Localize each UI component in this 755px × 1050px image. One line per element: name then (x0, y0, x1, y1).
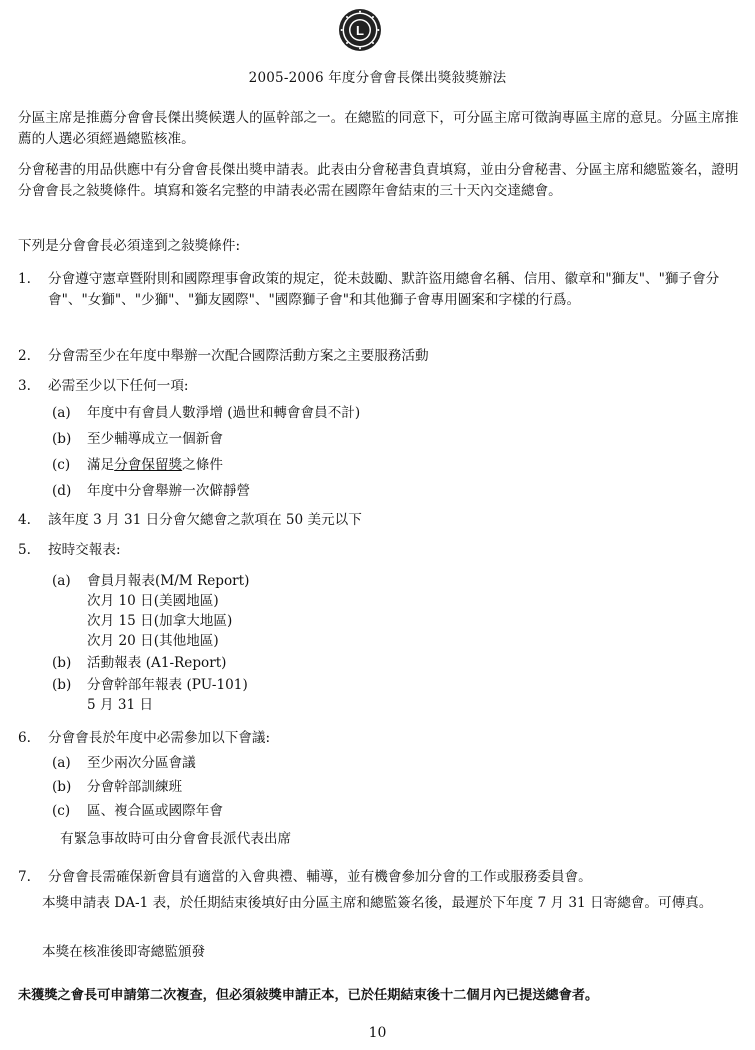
item-5a-line-2: 次月 15 日(加拿大地區) (87, 613, 233, 629)
item-3c-pre: 滿足 (87, 457, 115, 473)
form-note: 本獎申請表 DA-1 表，於任期結束後填好由分區主席和總監簽名後，最遲於下年度 7 月 31 日寄總會。可傳真。 (42, 895, 713, 911)
item-4-number: 4. (18, 512, 31, 528)
item-5c-line: 5 月 31 日 (87, 697, 154, 713)
item-1-text: 分會遵守憲章暨附則和國際理事會政策的規定，從未鼓勵、默許盜用總會名稱、信用、徽章和"獅友"、"獅子會分會"、"女獅"、"少獅"、"獅友國際"、"國際獅子會"和其他獅子會專用圖案和字樣的行爲。 (48, 271, 720, 308)
item-5c-text: 分會幹部年報表 (PU-101) (87, 677, 248, 693)
item-5a-line-3: 次月 20 日(其他地區) (87, 633, 219, 649)
item-2-text: 分會需至少在年度中舉辦一次配合國際活動方案之主要服務活動 (48, 348, 429, 364)
item-5b-label: (b) (52, 655, 72, 671)
item-7-text: 分會會長需確保新會員有適當的入會典禮、輔導，並有機會參加分會的工作或服務委員會。 (48, 869, 592, 885)
page-number: 10 (368, 1025, 387, 1041)
conditions-heading: 下列是分會會長必須達到之敍獎條件: (18, 238, 241, 254)
item-1-number: 1. (18, 271, 31, 287)
item-3b-text: 至少輔導成立一個新會 (87, 431, 223, 447)
item-4-text: 該年度 3 月 31 日分會欠總會之款項在 50 美元以下 (48, 512, 362, 528)
item-5-text: 按時交報表: (48, 542, 121, 558)
intro-paragraph-2: 分會秘書的用品供應中有分會會長傑出獎申請表。此表由分會秘書負責填寫，並由分會秘書、分區主席和總監簽名，證明分會會長之敍獎條件。填寫和簽名完整的申請表必需在國際年會結束的三十天內交達總會。 (18, 162, 739, 199)
item-3d-text: 年度中分會舉辦一次僻靜營 (87, 483, 251, 499)
club-retention-award-link[interactable]: 分會保留獎 (114, 457, 183, 473)
item-6-text: 分會會長於年度中必需參加以下會議: (48, 730, 271, 746)
document-title: 2005-2006 年度分會會長傑出獎敍獎辦法 (248, 70, 507, 86)
item-5a-text: 會員月報表(M/M Report) (87, 573, 250, 589)
item-3b-label: (b) (52, 431, 72, 447)
item-5b-text: 活動報表 (A1-Report) (87, 655, 227, 671)
item-5c-label: (b) (52, 677, 72, 693)
item-6-note: 有緊急事故時可由分會會長派代表出席 (60, 831, 292, 847)
intro-paragraph-1: 分區主席是推薦分會會長傑出獎候選人的區幹部之一。在總監的同意下，可分區主席可徵詢專區主席的意見。分區主席推薦的人選必須經過總監核准。 (18, 110, 739, 147)
item-6c-text: 區、複合區或國際年會 (87, 803, 223, 819)
emblem-letter: L (356, 23, 364, 38)
item-3c-text (87, 455, 223, 476)
item-5a-line-1: 次月 10 日(美國地區) (87, 593, 219, 609)
approval-note: 本獎在核准後即寄總監頒發 (42, 944, 206, 960)
item-3-number: 3. (18, 378, 31, 394)
item-3-text: 必需至少以下任何一項: (48, 378, 189, 394)
item-6b-text: 分會幹部訓練班 (87, 779, 183, 795)
lions-club-emblem-icon (338, 8, 382, 52)
item-6-number: 6. (18, 730, 31, 746)
reexamination-note: 未獲獎之會長可申請第二次複查，但必須敍獎申請正本，已於任期結束後十二個月內已提送總會者。 (18, 988, 599, 1003)
item-3d-label: (d) (52, 483, 72, 499)
item-6a-label: (a) (52, 755, 71, 771)
item-6a-text: 至少兩次分區會議 (87, 755, 196, 771)
item-6b-label: (b) (52, 779, 72, 795)
item-5a-label: (a) (52, 573, 71, 589)
item-5-number: 5. (18, 542, 31, 558)
item-7-number: 7. (18, 869, 31, 885)
item-6c-label: (c) (52, 803, 71, 819)
item-3c-post: 之條件 (182, 457, 223, 473)
item-3a-label: (a) (52, 405, 71, 421)
item-2-number: 2. (18, 348, 31, 364)
item-3c-label: (c) (52, 457, 71, 473)
item-3a-text: 年度中有會員人數淨增 (過世和轉會會員不計) (87, 405, 361, 421)
